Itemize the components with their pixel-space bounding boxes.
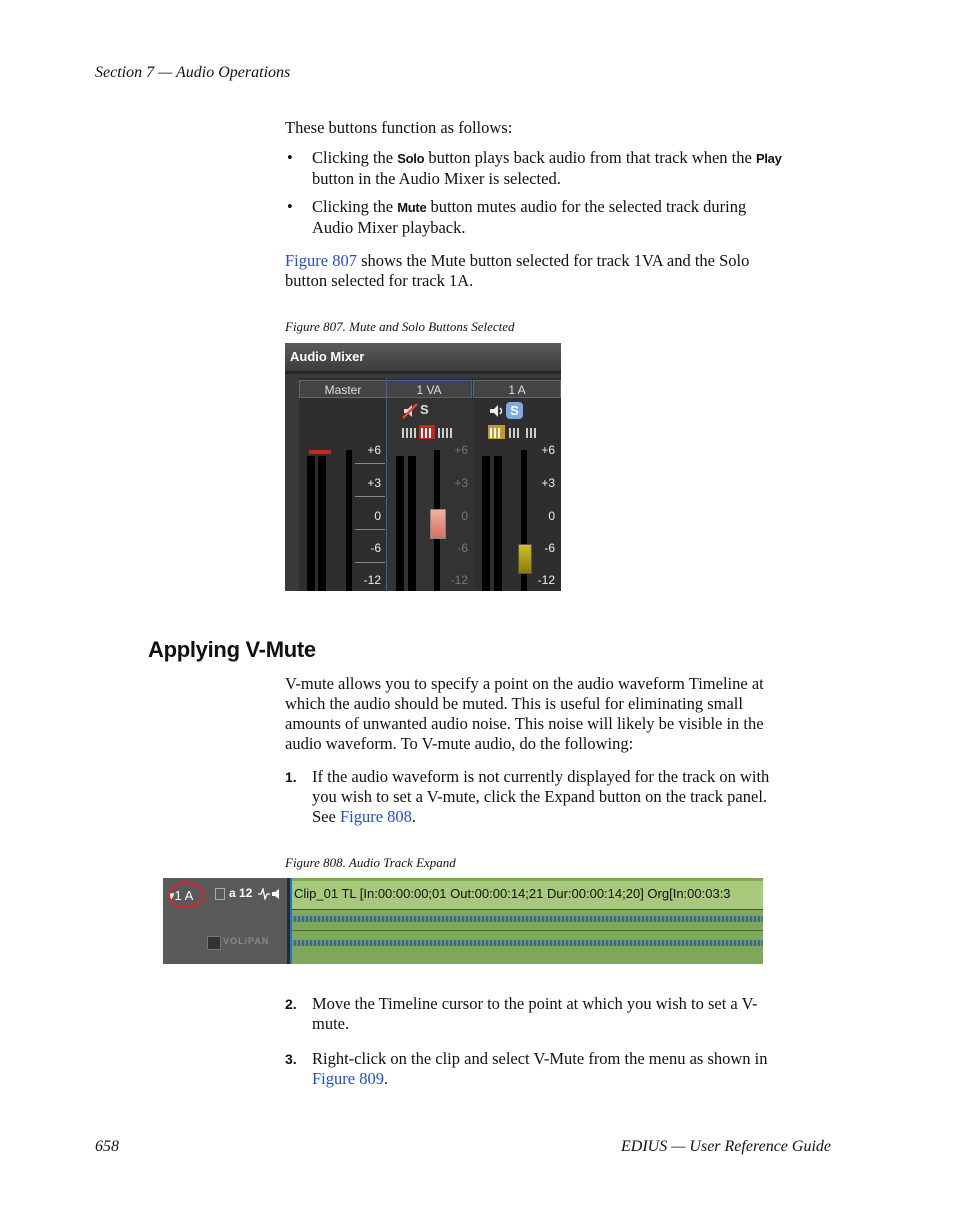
page-number: 658 bbox=[95, 1138, 119, 1155]
master-scale-label: +6 bbox=[367, 443, 381, 457]
paragraph-text: shows the Mute button selected for track 1VA and the Solo bbox=[356, 251, 750, 270]
bullet-text: Clicking the bbox=[312, 148, 398, 167]
step-text: . bbox=[383, 1069, 389, 1088]
1va-meter-left bbox=[396, 456, 404, 591]
1a-scale-label: +6 bbox=[541, 443, 555, 457]
1a-scale-label: +3 bbox=[541, 476, 555, 490]
1a-meter-left bbox=[482, 456, 490, 591]
solo-button-1va[interactable]: S bbox=[420, 402, 429, 417]
1a-scale-label: -12 bbox=[537, 573, 555, 587]
fader-icons bbox=[488, 425, 544, 439]
bullet-dot: • bbox=[287, 148, 293, 167]
step-number: 1. bbox=[285, 769, 297, 785]
bullet-text: button mutes audio for the selected track during bbox=[426, 197, 747, 216]
step-number: 2. bbox=[285, 996, 297, 1012]
paragraph-line: amounts of unwanted audio noise. This noise will likely be visible in the bbox=[285, 714, 764, 733]
track-expand-button[interactable]: ▾1 A bbox=[168, 888, 194, 903]
mute-button-1a[interactable] bbox=[488, 403, 506, 419]
paragraph-line: which the audio should be muted. This is useful for eliminating small bbox=[285, 694, 743, 713]
solo-ui-label: Solo bbox=[397, 151, 425, 166]
timeline-screenshot bbox=[163, 878, 763, 964]
bullet-mute bbox=[287, 197, 847, 238]
vmute-paragraph bbox=[285, 674, 845, 754]
audio-mixer-screenshot bbox=[285, 343, 561, 591]
speaker-icon bbox=[488, 403, 506, 419]
1a-meter-right bbox=[494, 456, 502, 591]
1va-meter-right bbox=[408, 456, 416, 591]
channel-1a-header[interactable]: 1 A bbox=[473, 380, 561, 398]
play-ui-label: Play bbox=[755, 151, 782, 166]
clip-info-text: Clip_01 TL [In:00:00:00;01 Out:00:00:14;21 Dur:00:00:14;20] Org[In:00:03:3 bbox=[294, 886, 731, 901]
waveform-channel-2 bbox=[290, 940, 763, 946]
fader-icons bbox=[401, 425, 453, 439]
waveform-icon[interactable] bbox=[258, 888, 270, 900]
step-3 bbox=[285, 1049, 845, 1089]
eq-buttons-1a[interactable] bbox=[488, 425, 544, 439]
paragraph-line: audio waveform. To V-mute audio, do the following: bbox=[285, 734, 634, 753]
master-peak-indicator bbox=[309, 450, 331, 454]
lock-icon[interactable] bbox=[215, 888, 225, 900]
solo-button-1a[interactable]: S bbox=[506, 402, 523, 419]
figure-809-link[interactable]: Figure 809 bbox=[312, 1069, 384, 1088]
figure-807-caption: Figure 807. Mute and Solo Buttons Selected bbox=[285, 319, 515, 334]
step-1 bbox=[285, 767, 845, 827]
step-text: you wish to set a V-mute, click the Expand button on the track panel. bbox=[312, 787, 768, 806]
figure-reference-paragraph bbox=[285, 251, 845, 291]
master-fader-track[interactable] bbox=[346, 450, 352, 591]
step-2 bbox=[285, 994, 845, 1034]
waveform-channel-1 bbox=[290, 916, 763, 922]
step-text: . bbox=[411, 807, 417, 826]
step-text: Move the Timeline cursor to the point at which you wish to set a V- bbox=[312, 994, 758, 1013]
paragraph-text: button selected for track 1A. bbox=[285, 271, 474, 290]
step-text: See bbox=[312, 807, 340, 826]
mixer-title: Audio Mixer bbox=[285, 343, 561, 371]
figure-808-caption: Figure 808. Audio Track Expand bbox=[285, 855, 456, 870]
bullet-text: button in the Audio Mixer is selected. bbox=[312, 169, 561, 188]
master-scale-label: -6 bbox=[370, 541, 381, 555]
figure-808-link[interactable]: Figure 808 bbox=[339, 807, 412, 826]
eq-buttons-1va[interactable] bbox=[401, 425, 453, 439]
1a-scale-label: -6 bbox=[544, 541, 555, 555]
figure-807-link[interactable]: Figure 807 bbox=[285, 251, 357, 270]
audio-clip[interactable] bbox=[290, 878, 763, 964]
1a-fader-handle[interactable] bbox=[518, 544, 532, 574]
master-scale-label: -12 bbox=[363, 573, 381, 587]
speaker-muted-icon bbox=[402, 403, 418, 419]
step-text: Right-click on the clip and select V-Mute from the menu as shown in bbox=[312, 1049, 768, 1068]
volpan-label: VOL/PAN bbox=[223, 936, 270, 946]
1va-scale-label: -6 bbox=[457, 541, 468, 555]
1va-scale-label: -12 bbox=[450, 573, 468, 587]
mute-ui-label: Mute bbox=[397, 200, 427, 215]
bullet-solo bbox=[287, 148, 847, 189]
track-panel bbox=[163, 878, 290, 964]
master-scale-label: 0 bbox=[374, 509, 381, 523]
bullet-text: button plays back audio from that track when the bbox=[424, 148, 756, 167]
intro-text: These buttons function as follows: bbox=[285, 118, 513, 137]
timeline-cursor[interactable] bbox=[290, 878, 292, 964]
1va-scale-label: +3 bbox=[454, 476, 468, 490]
running-footer: EDIUS — User Reference Guide bbox=[620, 1138, 831, 1155]
master-scale-label: +3 bbox=[367, 476, 381, 490]
1va-scale-label: +6 bbox=[454, 443, 468, 457]
1va-scale-label: 0 bbox=[461, 509, 468, 523]
step-text: mute. bbox=[312, 1014, 350, 1033]
track-channel-label: a 12 bbox=[229, 886, 253, 900]
volpan-toggle[interactable] bbox=[207, 936, 221, 950]
speaker-icon[interactable] bbox=[271, 888, 283, 900]
master-meter-right bbox=[318, 456, 326, 591]
bullet-text: Clicking the bbox=[312, 197, 398, 216]
paragraph-line: V-mute allows you to specify a point on the audio waveform Timeline at bbox=[285, 674, 764, 693]
bullet-dot: • bbox=[287, 197, 293, 216]
master-meter-left bbox=[307, 456, 315, 591]
channel-1va-header[interactable]: 1 VA bbox=[386, 380, 472, 398]
running-header: Section 7 — Audio Operations bbox=[95, 64, 291, 81]
channel-master-header[interactable]: Master bbox=[299, 380, 387, 398]
highlight-circle bbox=[168, 882, 204, 908]
section-heading: Applying V-Mute bbox=[148, 637, 316, 662]
mute-button-1va[interactable] bbox=[402, 403, 418, 419]
bullet-text: Audio Mixer playback. bbox=[312, 218, 466, 237]
step-number: 3. bbox=[285, 1051, 297, 1067]
1a-scale-label: 0 bbox=[548, 509, 555, 523]
step-text: If the audio waveform is not currently displayed for the track on with bbox=[312, 767, 770, 786]
